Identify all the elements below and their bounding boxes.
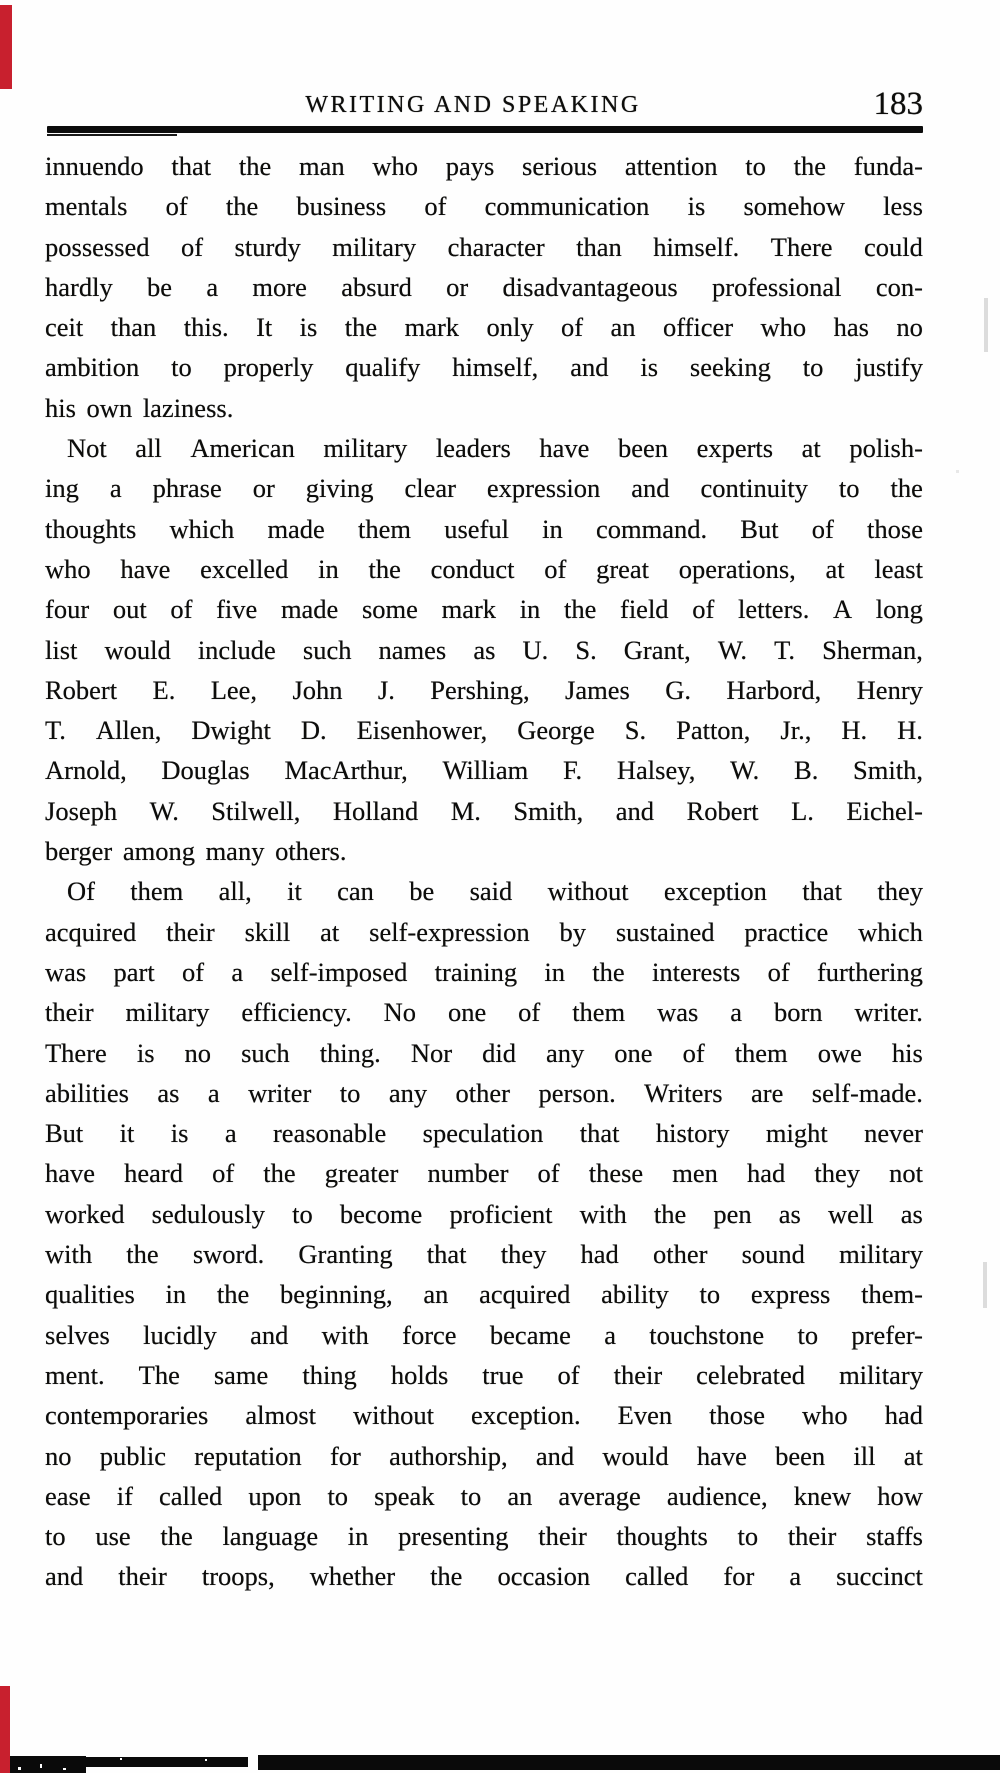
- text-line: have heard of the greater number of these men had they not: [45, 1158, 923, 1189]
- scan-band-nick: [120, 1758, 122, 1760]
- text-line: their military efficiency. No one of them was a born writer.: [45, 997, 923, 1028]
- text-line: selves lucidly and with force became a touchstone to prefer-: [45, 1319, 923, 1350]
- text-line: thoughts which made them useful in command. But of those: [45, 513, 923, 544]
- text-line: contemporaries almost without exception. Even those who had: [45, 1400, 923, 1431]
- text-line: ceit than this. It is the mark only of an officer who has no: [45, 312, 923, 343]
- text-line: four out of five made some mark in the field of letters. A long: [45, 594, 923, 625]
- page-number: 183: [873, 86, 923, 122]
- scan-band-nick: [18, 1767, 21, 1770]
- text-line: abilities as a writer to any other person. Writers are self-made.: [45, 1077, 923, 1108]
- red-edge-mark-bottom: [0, 1686, 10, 1773]
- scan-speck: [956, 470, 959, 473]
- text-line: innuendo that the man who pays serious attention to the funda-: [45, 151, 923, 181]
- page-text: [45, 146, 923, 1597]
- text-line: There is no such thing. Nor did any one of them owe his: [45, 1037, 923, 1068]
- text-line: was part of a self-imposed training in the interests of furthering: [45, 956, 923, 987]
- text-line: list would include such names as U. S. Grant, W. T. Sherman,: [45, 634, 923, 665]
- text-line: no public reputation for authorship, and would have been ill at: [45, 1440, 923, 1471]
- text-line: possessed of sturdy military character than himself. There could: [45, 231, 923, 262]
- scan-edge-band: [85, 1757, 248, 1767]
- red-edge-mark-top: [0, 5, 12, 89]
- scan-band-nick: [205, 1759, 207, 1761]
- running-header: [45, 88, 923, 128]
- text-line: acquired their skill at self-expression by sustained practice which: [45, 916, 923, 947]
- scan-speck: [984, 298, 988, 352]
- text-line: and their troops, whether the occasion called for a succinct: [45, 1561, 923, 1592]
- text-line: to use the language in presenting their thoughts to their staffs: [45, 1521, 923, 1552]
- text-line: Not all American military leaders have been experts at polish-: [67, 433, 923, 464]
- text-line: But it is a reasonable speculation that history might never: [45, 1118, 923, 1149]
- text-line: T. Allen, Dwight D. Eisenhower, George S. Patton, Jr., H. H.: [45, 715, 923, 746]
- scan-band-nick: [63, 1768, 66, 1770]
- text-line: Robert E. Lee, John J. Pershing, James G. Harbord, Henry: [45, 674, 923, 705]
- scan-speck: [983, 1262, 987, 1308]
- text-line: hardly be a more absurd or disadvantageous professional con-: [45, 271, 923, 302]
- header-rule: [47, 126, 923, 133]
- text-line: ease if called upon to speak to an average audience, knew how: [45, 1480, 923, 1511]
- text-line: his own laziness.: [45, 392, 234, 423]
- chapter-title: WRITING AND SPEAKING: [305, 92, 641, 118]
- text-line: qualities in the beginning, an acquired ability to express them-: [45, 1279, 923, 1310]
- scan-edge-band: [258, 1755, 1000, 1770]
- text-line: ing a phrase or giving clear expression and continuity to the: [45, 473, 923, 504]
- text-line: Arnold, Douglas MacArthur, William F. Halsey, W. B. Smith,: [45, 755, 923, 786]
- text-line: Joseph W. Stilwell, Holland M. Smith, and Robert L. Eichel-: [45, 795, 923, 826]
- text-line: Of them all, it can be said without exception that they: [67, 876, 923, 907]
- scan-edge-band: [0, 1756, 86, 1773]
- text-line: mentals of the business of communication is somehow less: [45, 191, 923, 222]
- scan-band-nick: [40, 1764, 42, 1768]
- text-line: ambition to properly qualify himself, and is seeking to justify: [45, 352, 923, 383]
- text-line: worked sedulously to become proficient with the pen as well as: [45, 1198, 923, 1229]
- text-line: ment. The same thing holds true of their celebrated military: [45, 1359, 923, 1390]
- text-line: berger among many others.: [45, 836, 347, 867]
- text-line: with the sword. Granting that they had other sound military: [45, 1239, 923, 1270]
- text-line: who have excelled in the conduct of great operations, at least: [45, 553, 923, 584]
